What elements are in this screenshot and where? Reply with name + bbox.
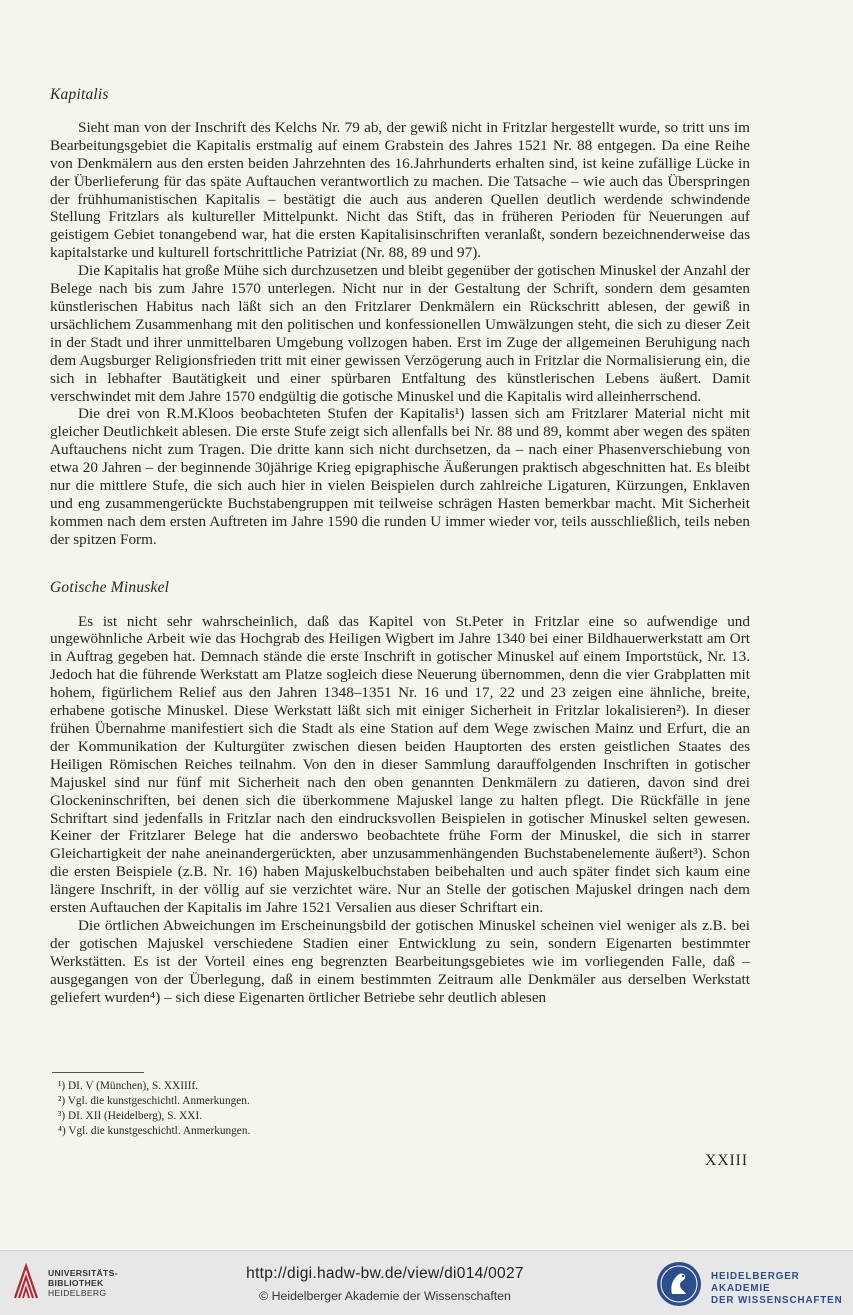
academy-logo-icon[interactable] <box>656 1261 702 1307</box>
university-library-name[interactable]: UNIVERSITÄTS- BIBLIOTHEK HEIDELBERG <box>48 1268 118 1299</box>
footnote: ³) DI. XII (Heidelberg), S. XXI. <box>58 1110 203 1122</box>
paragraph: Es ist nicht sehr wahrscheinlich, daß das Kapitel von St.Peter in Fritzlar eine so aufwendige und ungewöhnliche Arbeit wie das Hochgrab des Heiligen Wigbert im Jahre 1340 bei einer Bildhauerwerkstatt am Ort in Auftrag gegeben hat. Demnach stände die erste Inschrift in gotischer Minuskel auf einem Importstück, Nr. 13. Jedoch hat die führende Werkstatt am Platze sogleich diese Neuerung übernommen, denn die vier Grabplatten mit hohem, figürlichem Relief aus den Jahren 1348–1351 Nr. 16 und 17, 22 und 23 zeigen eine ähnliche, breite, erhabene gotische Minuskel. Diese Werkstatt läßt sich mit einiger Sicherheit in Fritzlar lokalisieren²). In dieser frühen Übernahme manifestiert sich die Stadt als eine Station auf dem Wege zwischen Mainz und Erfurt, die an der Kommunikation der Kulturgüter zwischen diesen beiden Hauptorten des ersten geistlichen Staates des Heiligen Römischen Reiches teilnahm. Von den in dieser Sammlung darauffolgenden Inschriften in gotischer Majuskel sind nur fünf mit Sicherheit nach den oben genannten Denkmälern zu datieren, davon sind drei Glockeninschriften, bei denen sich die überkommene Majuskel lange zu halten pflegt. Die Rückfälle in jene Schriftart sind jedenfalls in Fritzlar nach den eindrucksvollen Beispielen in gotischer Minuskel selten gewesen. Keiner der Fritzlarer Belege hat die anderswo beobachtete frühe Form der Minuskel, die sich in starrer Gleichartigkeit der nahe aneinandergerückten, aber unzusammenhängenden Buchstabenelemente äußert³). Schon die ersten Beispiele (z.B. Nr. 16) haben Majuskelbuchstaben beibehalten und auch später findet sich kaum eine längere Inschrift, in der völlig auf sie verzichtet wäre. Nur an Stelle der gotischen Majuskel dringen nach dem ersten Auftauchen der Kapitalis im Jahre 1521 Versalien aus dieser Schriftart ein. <box>50 612 750 917</box>
paragraph: Die drei von R.M.Kloos beobachteten Stufen der Kapitalis¹) lassen sich am Fritzlarer Material nicht mit gleicher Deutlichkeit ablesen. Die erste Stufe zeigt sich allenfalls bei Nr. 88 und 89, kommt aber wegen des späten Auftauchens nicht zum Tragen. Die dritte kann sich nicht durchsetzen, da – nach einer Phasenverschiebung von etwa 20 Jahren – der beginnende 30jährige Krieg epigraphische Äußerungen praktisch abgeschnitten hat. Es bleibt nur die mittlere Stufe, die sich auch hier in vielen Beispielen durch zahlreiche Ligaturen, Kürzungen, Enklaven und eng zusammengerückte Buchstabengruppen mit teilweise schrägen Hasten bemerkbar macht. Mit Sicherheit kommen nach dem ersten Auftreten im Jahre 1590 die runden U immer wieder vor, teils ausschließlich, teils neben der spitzen Form. <box>50 405 750 548</box>
paragraph: Sieht man von der Inschrift des Kelchs Nr. 79 ab, der gewiß nicht in Fritzlar hergestellt wurde, so tritt uns im Bearbeitungsgebiet die Kapitalis erstmalig auf einem Grabstein des Jahres 1521 Nr. 88 entgegen. Da eine Reihe von Denkmälern aus den ersten beiden Jahrzehnten des 16.Jahrhunderts erhalten sind, ist keine zufällige Lücke in der Überlieferung für das späte Auftauchen verantwortlich zu machen. Die Tatsache – wie auch das Überspringen der frühhumanistischen Kapitalis – bestätigt die auch aus anderen Quellen deutlich werdende schwindende Stellung Fritzlars als kultureller Mittelpunkt. Nicht das Stift, das in früheren Perioden für Neuerungen auf geistigem Gebiet tonangebend war, hat die ersten Kapitalisinschriften veranlaßt, sondern bezeichnenderweise das kapitalstarke und kulturell fortschrittliche Patriziat (Nr. 88, 89 und 97). <box>50 118 750 262</box>
document-body <box>50 86 750 1007</box>
footnote: ²) Vgl. die kunstgeschichtl. Anmerkungen. <box>58 1095 250 1107</box>
footnote: ⁴) Vgl. die kunstgeschichtl. Anmerkungen. <box>58 1125 251 1137</box>
footnote: ¹) DI. V (München), S. XXIIIf. <box>58 1080 199 1092</box>
paragraph: Die örtlichen Abweichungen im Erscheinungsbild der gotischen Minuskel scheinen viel weniger als z.B. bei der gotischen Majuskel verschiedene Stadien einer Entwicklung zu sein, sondern Eigenarten bestimmter Werkstätten. Es ist der Vorteil eines eng begrenzten Bearbeitungsgebietes wie im vorliegenden Falle, daß – ausgegangen von der Überlegung, daß in einem bestimmten Zeitraum alle Denkmäler aus derselben Werkstatt geliefert wurden⁴) – sich diese Eigenarten örtlicher Betriebe sehr deutlich ablesen <box>50 916 750 1006</box>
academy-name[interactable]: HEIDELBERGER AKADEMIE DER WISSENSCHAFTEN <box>711 1271 843 1306</box>
section-heading-kapitalis: Kapitalis <box>50 86 109 103</box>
viewer-footer <box>0 1250 853 1315</box>
university-library-logo-icon[interactable] <box>12 1263 40 1301</box>
section-heading-gotische-minuskel: Gotische Minuskel <box>50 578 170 596</box>
copyright-notice: © Heidelberger Akademie der Wissenschaften <box>259 1289 511 1303</box>
footnote-divider <box>52 1072 144 1073</box>
footnotes <box>58 1079 458 1139</box>
page-number: XXIII <box>705 1152 748 1169</box>
paragraph: Die Kapitalis hat große Mühe sich durchzusetzen und bleibt gegenüber der gotischen Minuskel der Anzahl der Belege nach bis zum Jahre 1570 unterlegen. Nicht nur in der Gestaltung der Schrift, sondern dem gesamten künstlerischen Habitus nach läßt sich an den Fritzlarer Denkmälern ein Rückschritt ablesen, der gewiß in ursächlichem Zusammenhang mit den politischen und konfessionellen Umwälzungen steht, die sich zu dieser Zeit in der Stadt und ihrer unmittelbaren Umgebung vollzogen haben. Erst im Zuge der allgemeinen Beruhigung nach dem Augsburger Religionsfrieden tritt mit einer gewissen Verzögerung auch in Fritzlar die Normalisierung ein, die sich in lebhafter Bautätigkeit und einer spürbaren Entfaltung des künstlerischen Lebens äußert. Damit verschwindet mit dem Jahre 1570 endgültig die gotische Minuskel und die Kapitalis wird alleinherrschend. <box>50 262 750 405</box>
document-url-link[interactable]: http://digi.hadw-bw.de/view/di014/0027 <box>246 1265 524 1282</box>
